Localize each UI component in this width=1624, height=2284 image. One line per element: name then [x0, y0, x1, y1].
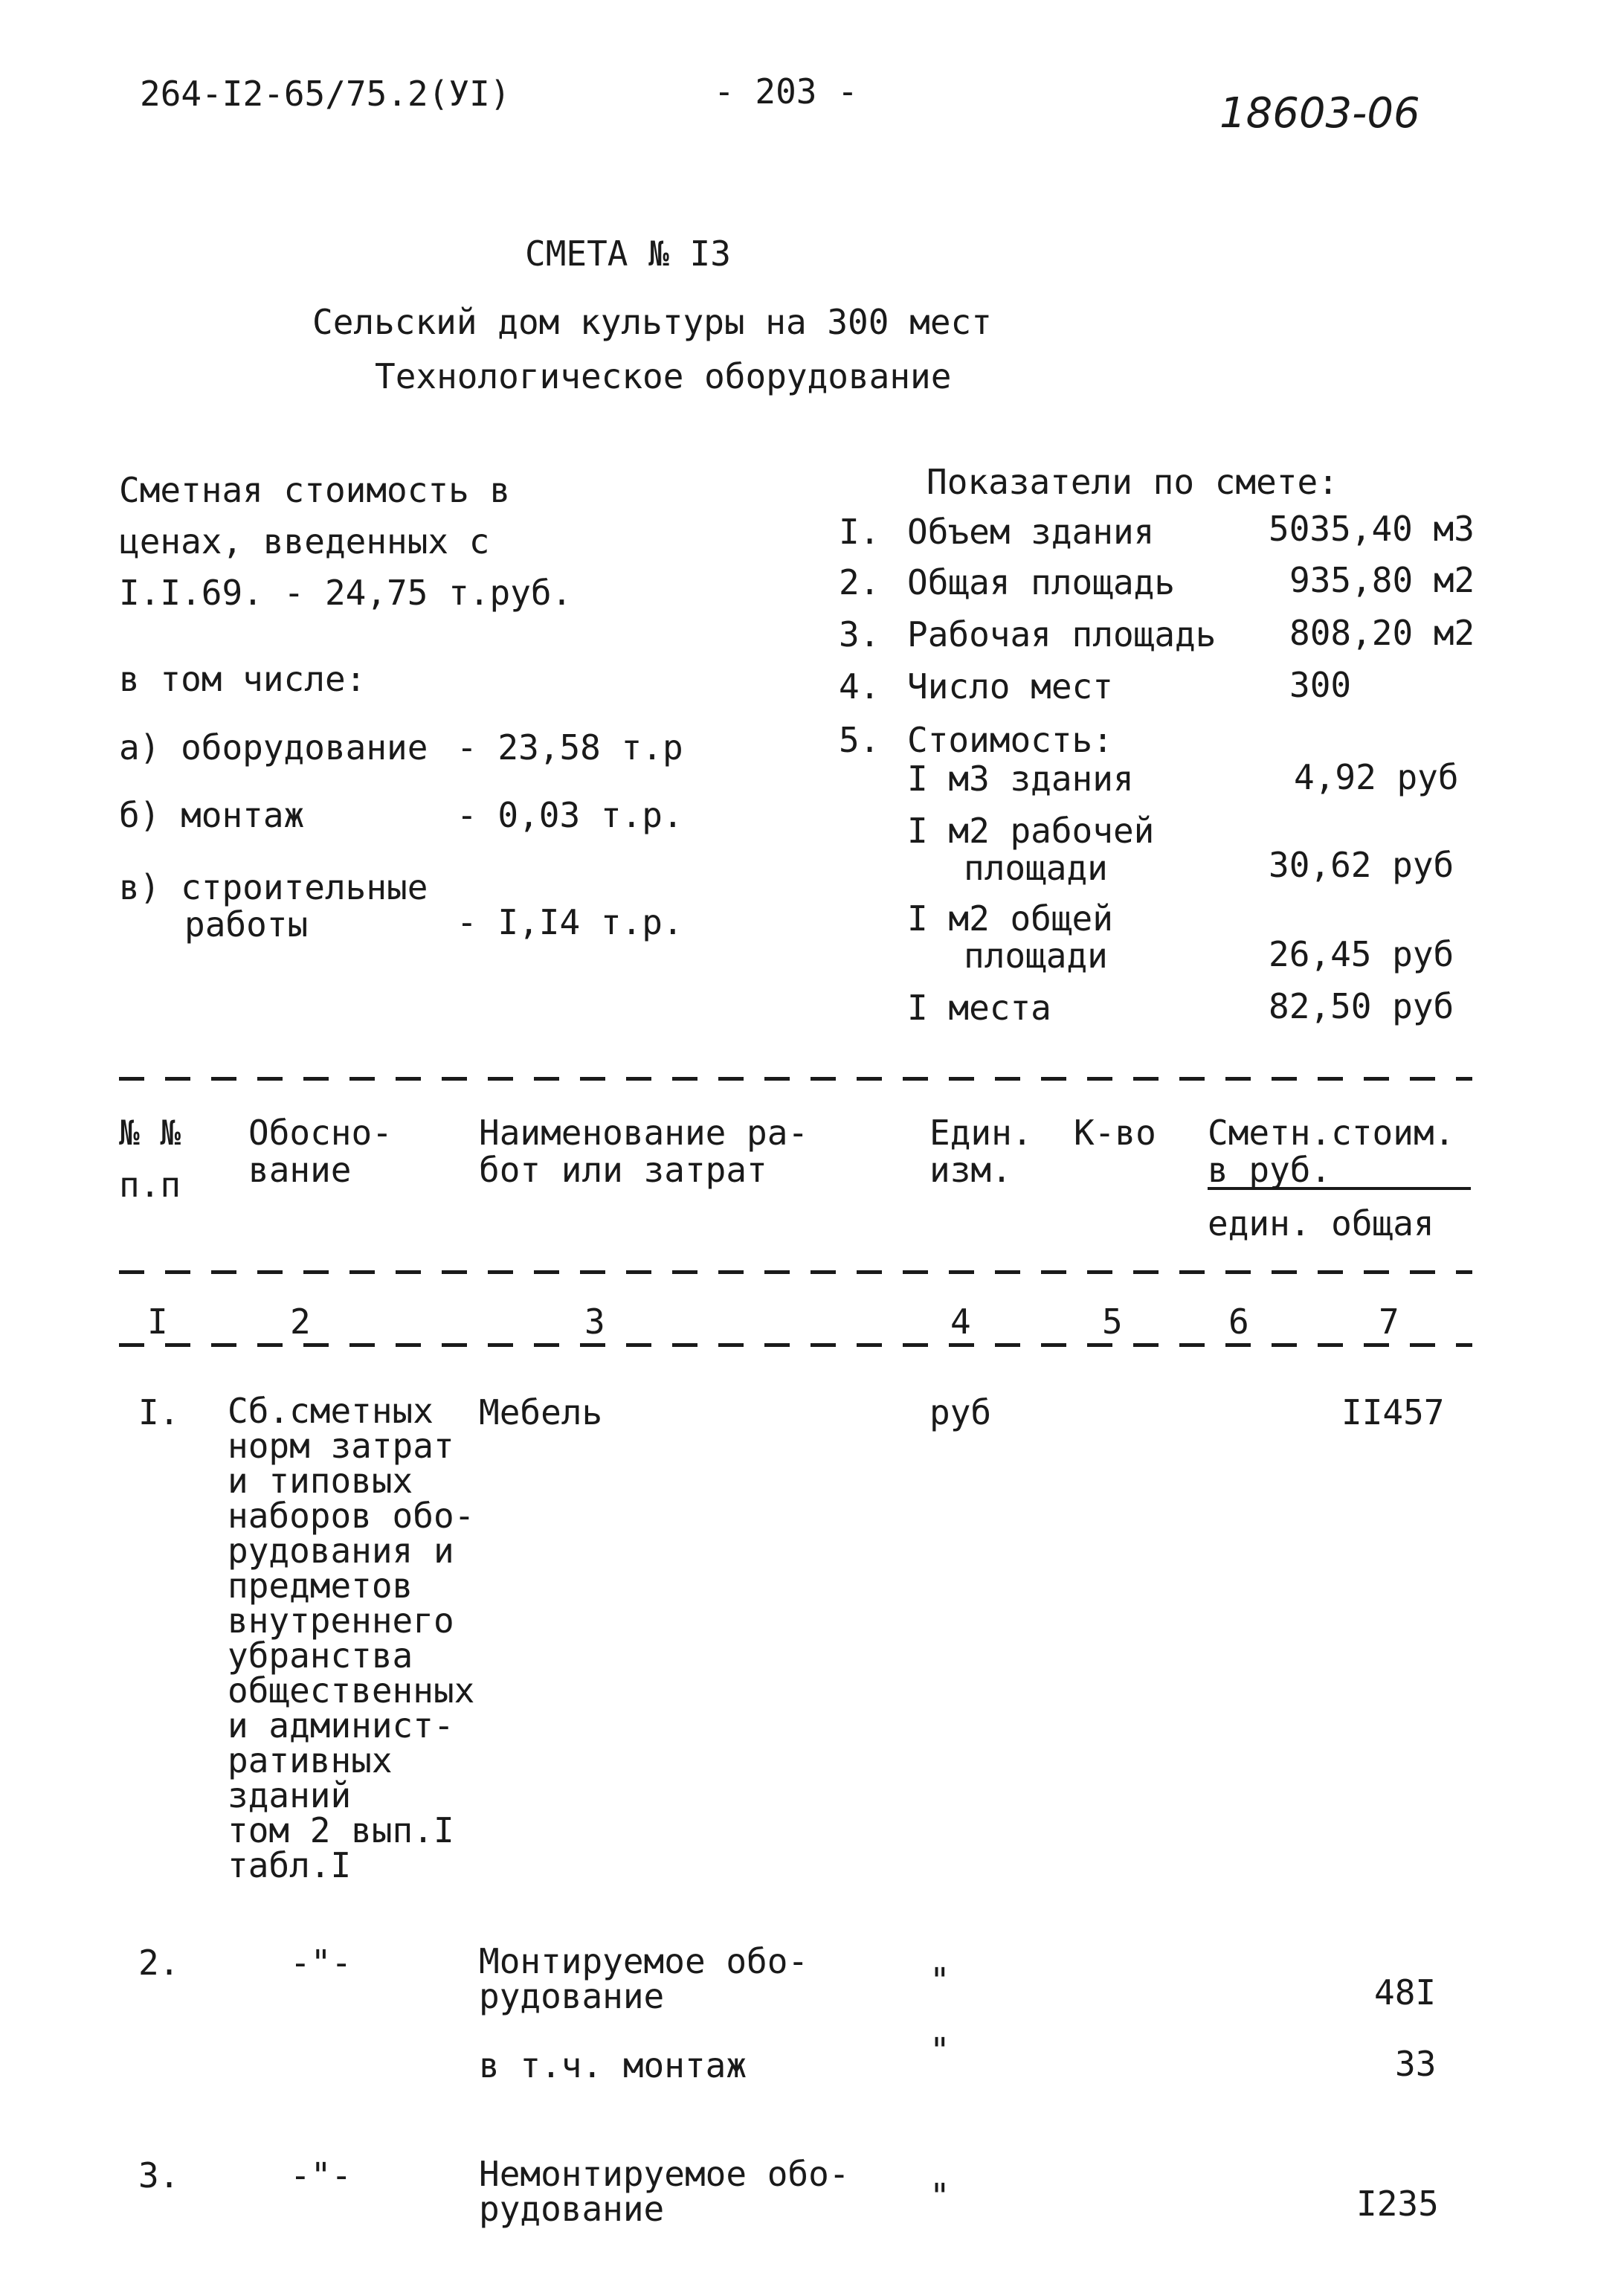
- cost-item-b-label: б) монтаж: [119, 795, 305, 835]
- header-cost: Сметн.стоим.: [1208, 1113, 1455, 1153]
- column-number: 2: [290, 1302, 311, 1342]
- row-unit-ditto: ": [929, 1960, 950, 2001]
- indicator-num: 5.: [839, 720, 880, 760]
- indicator-num: I.: [839, 512, 880, 552]
- indicator-value: 300: [1289, 665, 1352, 705]
- header-cost-subcolumns: един. общая: [1208, 1203, 1434, 1244]
- row-unit: руб: [929, 1392, 992, 1432]
- unit-cost-value: 26,45 руб: [1269, 934, 1454, 974]
- estimate-subject: Технологическое оборудование: [375, 356, 952, 396]
- header-basis-1: Обосно-: [248, 1113, 393, 1153]
- row-number: I.: [138, 1392, 180, 1432]
- basis-line: убранства: [228, 1635, 413, 1676]
- row-item-name: Мебель: [479, 1392, 603, 1432]
- column-number: 3: [584, 1302, 605, 1342]
- column-number: I: [147, 1302, 168, 1342]
- row-total: 48I: [1374, 1972, 1437, 2013]
- indicator-label: Общая площадь: [907, 562, 1176, 602]
- unit-cost-value: 4,92 руб: [1294, 757, 1459, 797]
- indicator-value: 5035,40 м3: [1269, 509, 1475, 549]
- header-num-1: № №: [119, 1113, 181, 1153]
- cost-item-c-label-1: в) строительные: [119, 867, 428, 907]
- basis-line: Сб.сметных: [228, 1391, 434, 1431]
- basis-line: том 2 вып.I: [228, 1810, 454, 1850]
- basis-line: наборов обо-: [228, 1496, 475, 1536]
- name-line: Немонтируемое обо-: [479, 2154, 850, 2194]
- row-unit-ditto: ": [929, 2176, 950, 2216]
- indicator-label: Число мест: [907, 666, 1113, 707]
- column-number: 6: [1228, 1302, 1249, 1342]
- basis-line: норм затрат: [228, 1426, 454, 1466]
- basis-line: и типовых: [228, 1461, 413, 1501]
- row-item-name: [479, 1941, 809, 2016]
- unit-cost-label-cont: площади: [964, 848, 1108, 888]
- basis-line: ративных: [228, 1740, 393, 1780]
- name-line: Монтируемое обо-: [479, 1941, 809, 1981]
- indicator-num: 3.: [839, 614, 880, 654]
- indicator-num: 4.: [839, 666, 880, 707]
- basis-line: табл.I: [228, 1845, 352, 1885]
- column-number-rule: [119, 1343, 1472, 1347]
- table-header-rule: [119, 1270, 1472, 1274]
- estimate-title: СМЕТА № I3: [525, 234, 731, 274]
- indicator-value: 808,20 м2: [1289, 613, 1475, 653]
- cost-item-c-label-2: работы: [184, 904, 309, 945]
- column-number: 7: [1379, 1302, 1399, 1342]
- unit-cost-label: I места: [907, 988, 1051, 1028]
- row-item-name: в т.ч. монтаж: [479, 2045, 747, 2085]
- unit-cost-value: 82,50 руб: [1269, 986, 1454, 1026]
- column-number: 4: [950, 1302, 971, 1342]
- cost-line-3: I.I.69. - 24,75 т.руб.: [119, 573, 573, 613]
- cost-item-c-value: - I,I4 т.р.: [457, 902, 683, 942]
- name-line: рудование: [479, 2189, 665, 2229]
- header-num-2: п.п: [119, 1165, 181, 1205]
- object-name: Сельский дом культуры на 300 мест: [312, 302, 992, 342]
- basis-line: общественных: [228, 1670, 475, 1711]
- table-top-rule: [119, 1077, 1472, 1081]
- indicators-title: Показатели по смете:: [927, 462, 1338, 502]
- including-label: в том числе:: [119, 659, 367, 699]
- row-basis: [228, 1391, 475, 1885]
- row-total: II457: [1341, 1392, 1445, 1432]
- document-code: 264-I2-65/75.2(УI): [140, 74, 511, 114]
- basis-line: предметов: [228, 1566, 413, 1606]
- unit-cost-label: I м2 рабочей: [907, 811, 1155, 851]
- indicator-label: Стоимость:: [907, 720, 1113, 760]
- row-unit-ditto: ": [929, 2030, 950, 2071]
- unit-cost-label: I м3 здания: [907, 759, 1134, 799]
- handwritten-stamp: 18603-06: [1219, 89, 1420, 138]
- basis-line: внутреннего: [228, 1601, 454, 1641]
- header-name-2: бот или затрат: [479, 1150, 767, 1190]
- page-number: - 203 -: [714, 71, 858, 112]
- cost-line-1: Сметная стоимость в: [119, 470, 511, 510]
- cost-line-2: ценах, введенных с: [119, 521, 490, 562]
- unit-cost-label: I м2 общей: [907, 898, 1113, 939]
- row-item-name: [479, 2154, 850, 2229]
- header-basis-2: вание: [248, 1150, 352, 1190]
- row-basis-ditto: -"-: [290, 1943, 352, 1983]
- cost-item-b-value: - 0,03 т.р.: [457, 795, 683, 835]
- unit-cost-value: 30,62 руб: [1269, 845, 1454, 885]
- row-total: I235: [1356, 2184, 1439, 2224]
- header-unit-1: Един.: [929, 1113, 1033, 1153]
- header-cost-currency-text: в руб.: [1208, 1150, 1332, 1190]
- indicator-num: 2.: [839, 562, 880, 602]
- row-number: 3.: [138, 2155, 180, 2195]
- row-total: 33: [1395, 2044, 1437, 2084]
- row-basis-ditto: -"-: [290, 2155, 352, 2195]
- indicator-value: 935,80 м2: [1289, 560, 1475, 600]
- header-unit-2: изм.: [929, 1150, 1012, 1190]
- header-cost-currency: [1208, 1150, 1471, 1190]
- unit-cost-label-cont: площади: [964, 936, 1108, 976]
- row-number: 2.: [138, 1943, 180, 1983]
- basis-line: зданий: [228, 1775, 352, 1815]
- basis-line: рудования и: [228, 1531, 454, 1571]
- cost-item-a-value: - 23,58 т.р: [457, 727, 683, 768]
- indicator-label: Объем здания: [907, 512, 1155, 552]
- header-qty: К-во: [1074, 1113, 1156, 1153]
- cost-summary: [119, 465, 572, 619]
- name-line: рудование: [479, 1976, 665, 2016]
- cost-item-a-label: а) оборудование: [119, 727, 428, 768]
- basis-line: и админист-: [228, 1705, 454, 1746]
- header-name-1: Наименование ра-: [479, 1113, 809, 1153]
- indicator-label: Рабочая площадь: [907, 614, 1217, 654]
- column-number: 5: [1102, 1302, 1123, 1342]
